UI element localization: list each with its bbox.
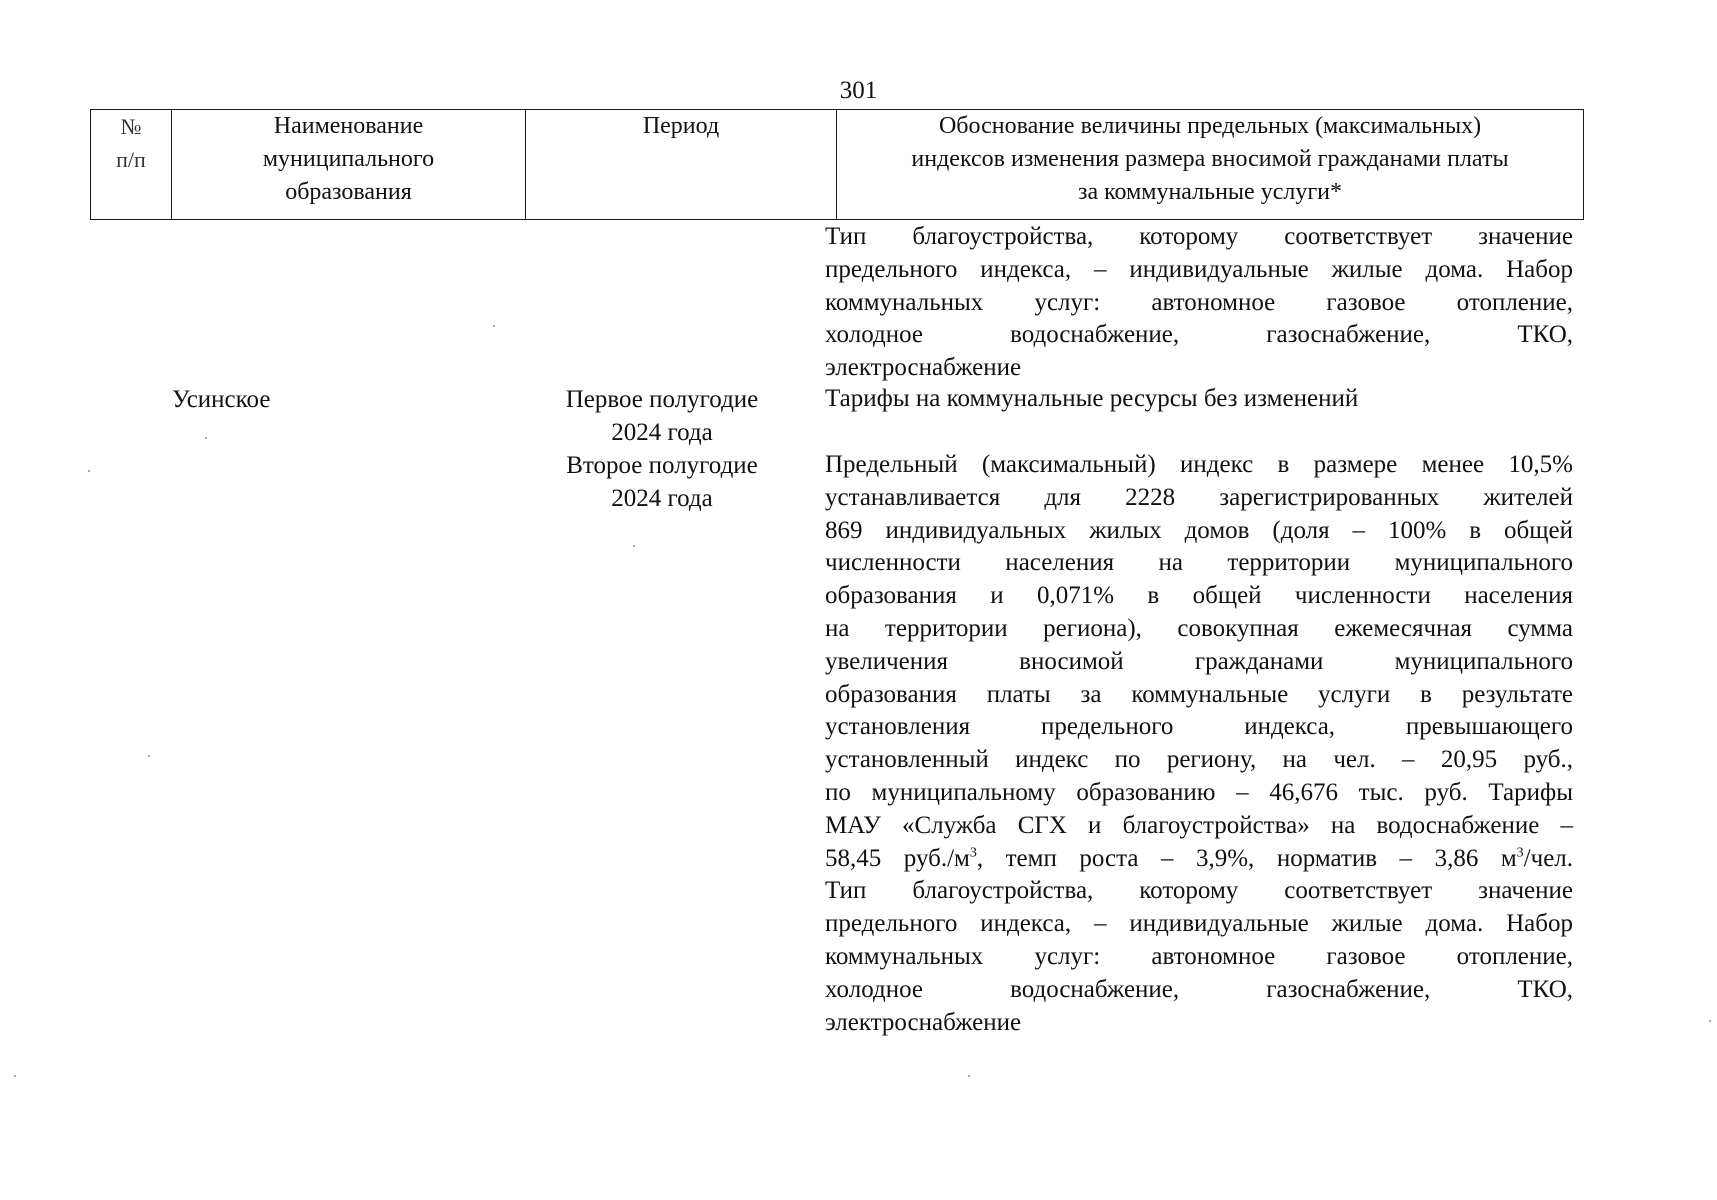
justification-line: электроснабжение [825, 1008, 1022, 1036]
justification-line: коммунальных услуг: автономное газовое отопление, [825, 942, 1573, 970]
continuation-line: Тип благоустройства, которому соответствует значение [825, 223, 1573, 250]
header-municipality-cell [172, 110, 526, 220]
municipality-name: Усинское [172, 386, 271, 413]
header-municipality-line2: муниципального [262, 146, 435, 172]
justification-line: увеличения вносимой гражданами муниципального [825, 647, 1573, 675]
continuation-text [825, 221, 1573, 385]
header-number-line1: № [120, 114, 142, 139]
header-municipality-line1: Наименование [273, 113, 424, 139]
justification-line: образования платы за коммунальные услуги в результате [825, 680, 1573, 708]
header-number-line2: п/п [116, 147, 146, 172]
period-first-half-line1: Первое полугодие [565, 386, 759, 413]
justification-line: численности населения на территории муниципального [825, 549, 1573, 577]
header-justification-line3: за коммунальные услуги* [1077, 179, 1343, 205]
first-half-justification-text: Тарифы на коммунальные ресурсы без изменений [825, 385, 1359, 412]
tariff-growth-norm: , темп роста – 3,9%, норматив – 3,86 м [976, 844, 1517, 872]
continuation-line: электроснабжение [825, 354, 1022, 382]
scan-speck [968, 1075, 970, 1077]
justification-line: МАУ «Служба СГХ и благоустройства» на водоснабжение – [825, 811, 1573, 839]
scan-speck [493, 325, 495, 327]
page-number: 301 [839, 77, 878, 104]
continuation-line: предельного индекса, – индивидуальные жилые дома. Набор [825, 255, 1573, 283]
justification-line: установления предельного индекса, превышающего [825, 713, 1573, 741]
scan-speck [1709, 1020, 1711, 1022]
justification-line: по муниципальному образованию – 46,676 тыс. руб. Тарифы [825, 778, 1573, 806]
continuation-line: холодное водоснабжение, газоснабжение, ТКО, [825, 321, 1573, 349]
justification-line: предельного индекса, – индивидуальные жилые дома. Набор [825, 910, 1573, 938]
period-first-half-line2: 2024 года [611, 419, 713, 446]
justification-line: образования и 0,071% в общей численности населения [825, 582, 1573, 610]
header-number-cell [91, 110, 172, 220]
justification-line: Тип благоустройства, которому соответствует значение [825, 877, 1573, 905]
scan-speck [633, 545, 635, 547]
table-header [90, 109, 1584, 220]
scan-speck [88, 470, 90, 472]
justification-line: Предельный (максимальный) индекс в размере менее 10,5% [825, 451, 1573, 478]
header-justification-cell [837, 110, 1584, 220]
period-second-half [540, 449, 784, 515]
scan-speck [205, 437, 207, 439]
header-justification-line2: индексов изменения размера вносимой гражданами платы [911, 146, 1509, 172]
second-half-justification [825, 449, 1573, 1039]
first-half-justification [825, 383, 1573, 416]
tariff-per-person: /чел. [1523, 844, 1574, 872]
justification-line: холодное водоснабжение, газоснабжение, ТКО, [825, 975, 1573, 1003]
header-justification-line1: Обоснование величины предельных (максимальных) [938, 113, 1482, 139]
tariff-price: 58,45 руб./м [825, 844, 970, 872]
header-period-cell [526, 110, 837, 220]
scan-speck [148, 755, 150, 757]
justification-line: устанавливается для 2228 зарегистрированных жителей [825, 483, 1573, 511]
justification-line: на территории региона), совокупная ежемесячная сумма [825, 614, 1573, 642]
tariff-price-exponent: 3 [969, 845, 977, 861]
header-period-label: Период [642, 113, 720, 139]
period-second-half-line2: 2024 года [611, 485, 713, 512]
tariff-line [825, 843, 1573, 876]
continuation-line: коммунальных услуг: автономное газовое отопление, [825, 288, 1573, 316]
header-municipality-line3: образования [285, 179, 412, 205]
tariff-norm-exponent: 3 [1516, 845, 1524, 861]
justification-line: установленный индекс по региону, на чел. – 20,95 руб., [825, 746, 1573, 774]
period-first-half [540, 383, 784, 449]
period-second-half-line1: Второе полугодие [566, 452, 758, 479]
justification-line: 869 индивидуальных жилых домов (доля – 100% в общей [825, 516, 1573, 544]
scan-speck [14, 1075, 16, 1077]
